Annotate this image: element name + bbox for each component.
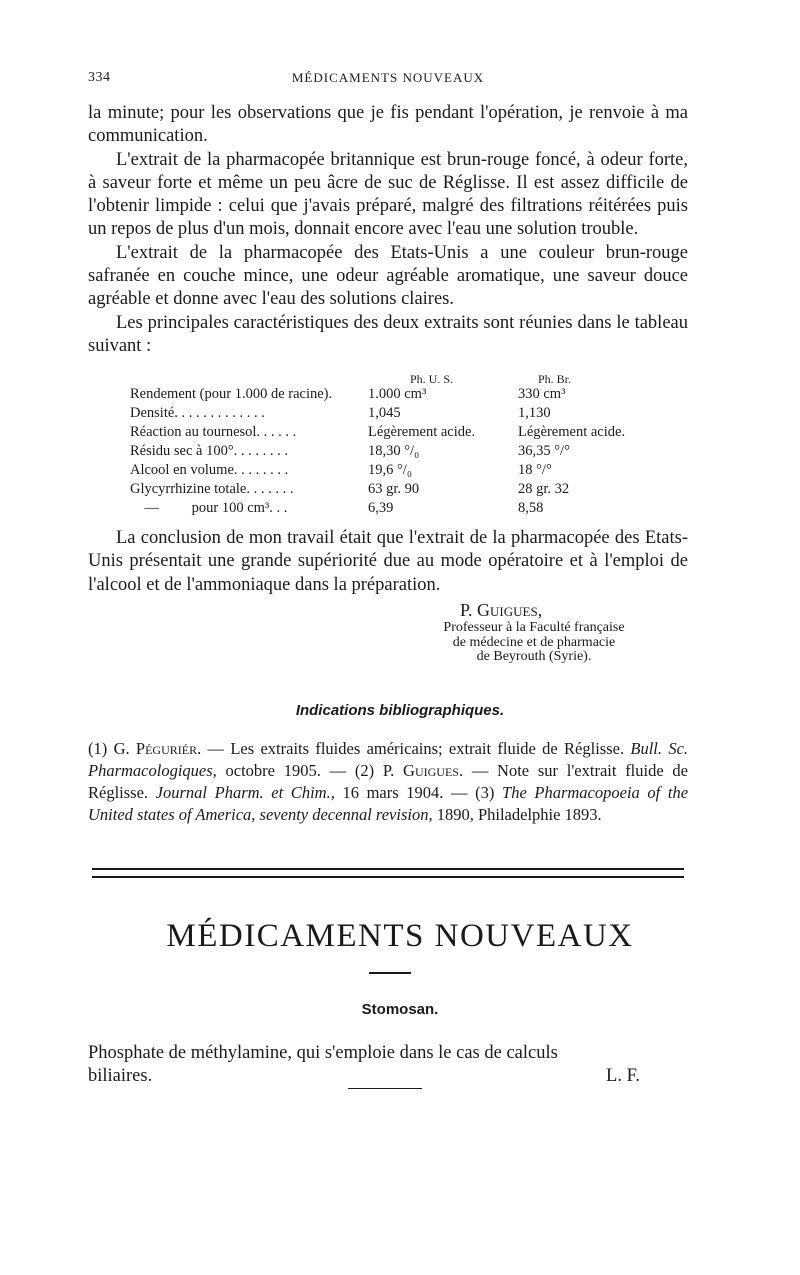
ref-journal: Bull. Sc. Pharmacologiques,: [88, 739, 689, 780]
table-row: [130, 385, 690, 404]
row-label: Réaction au tournesol. . . . . .: [130, 424, 297, 440]
cell-us: 19,6 °/₀: [368, 462, 412, 478]
comparison-table: [130, 370, 690, 518]
section-text-end: biliaires.: [88, 1066, 153, 1086]
conclusion-text: [88, 527, 688, 597]
running-title: MÉDICAMENTS NOUVEAUX: [291, 70, 485, 85]
author-name: [384, 600, 684, 621]
ref-author: Guigues.: [403, 761, 464, 780]
cell-us: 1,045: [368, 405, 401, 421]
ref-title: The Pharmacopoeia of the United states of America, seventy decennal revision,: [88, 783, 689, 824]
ref-journal: Journal Pharm. et Chim.,: [155, 783, 335, 802]
affiliation-line: de Beyrouth (Syrie).: [476, 649, 592, 664]
cell-br: 1,130: [518, 405, 551, 421]
ref-author: Péguriér.: [135, 739, 202, 758]
table-row: [130, 423, 690, 442]
ref-date: octobre 1905. —: [225, 761, 347, 780]
title-rule: [369, 972, 411, 974]
intro-text: [88, 102, 688, 358]
cell-us: 63 gr. 90: [368, 481, 420, 497]
cell-us: Légèrement acide.: [368, 424, 476, 440]
paragraph-1: la minute; pour les observations que je fis pendant l'opération, je renvoie à ma communication.: [88, 103, 688, 147]
running-head: [88, 70, 688, 90]
conclusion-paragraph: La conclusion de mon travail était que l'extrait de la pharmacopée des Etats-Unis présentait une grande supériorité due au mode opératoire et à l'emploi de l'alcool et de l'ammoniaque dans la préparation.: [88, 528, 688, 595]
section-text-line-2: [88, 1065, 688, 1088]
table-row: [130, 499, 690, 518]
paragraph-4: Les principales caractéristiques des deux extraits sont réunies dans le tableau suivant :: [88, 312, 688, 356]
cell-br: 28 gr. 32: [518, 481, 570, 497]
author-initials: L. F.: [606, 1066, 640, 1086]
affiliation-line: Professeur à la Faculté française: [443, 620, 625, 635]
table-header-row: [130, 370, 690, 385]
cell-us: 6,39: [368, 500, 394, 516]
paragraph-2: L'extrait de la pharmacopée britannique est brun-rouge foncé, à odeur forte, à saveur forte et même un peu âcre de suc de Réglisse. Il est assez difficile de l'obtenir limpide : celui que j'avais préparé, malgré des filtrations réitérées puis un repos de plus d'un mois, donnait encore avec l'eau une solution trouble.: [88, 149, 688, 240]
column-header-us: Ph. U. S.: [410, 372, 454, 386]
ref-author-initial: P.: [382, 761, 395, 780]
ref-title: — Note sur l'extrait fluide de Réglisse.: [88, 761, 688, 802]
section-title: MÉDICAMENTS NOUVEAUX: [166, 918, 634, 954]
section-text: [88, 1042, 688, 1088]
ref-number: (2): [354, 761, 375, 780]
row-label: Résidu sec à 100°. . . . . . . .: [130, 443, 289, 459]
cell-br: 8,58: [518, 500, 544, 516]
cell-br: 18 °/°: [518, 462, 552, 478]
paragraph-3: L'extrait de la pharmacopée des Etats-Unis a une couleur brun-rouge safranée en couche mince, une odeur agréable aromatique, une saveur douce agréable et donne avec l'eau des solutions claires.: [88, 242, 688, 310]
cell-us: 1.000 cm³: [368, 386, 427, 402]
table-row: [130, 461, 690, 480]
column-header-br: Ph. Br.: [538, 372, 572, 386]
cell-br: 36,35 °/°: [518, 443, 570, 459]
author-signature: [384, 600, 684, 665]
table-row: [130, 442, 690, 461]
table-row: [130, 404, 690, 423]
row-label: Densité. . . . . . . . . . . . .: [130, 405, 265, 421]
table-row: [130, 480, 690, 499]
ref-number: (1): [88, 739, 108, 758]
ref-date: 16 mars 1904. —: [342, 783, 468, 802]
row-label: Glycyrrhizine totale. . . . . . .: [130, 481, 294, 497]
cell-us: 18,30 °/₀: [368, 443, 420, 459]
affiliation-line: de médecine et de pharmacie: [452, 634, 616, 650]
author-initial: P.: [460, 600, 473, 620]
bibliography-text: [88, 738, 688, 826]
section-divider: [92, 868, 684, 878]
row-label: Alcool en volume. . . . . . . .: [130, 462, 289, 478]
cell-br: Légèrement acide.: [518, 424, 626, 440]
row-label: — pour 100 cm³. . .: [130, 500, 288, 516]
row-label: Rendement (pour 1.000 de racine).: [130, 386, 333, 402]
section-subtitle: Stomosan.: [361, 1001, 439, 1018]
cell-br: 330 cm³: [518, 386, 566, 402]
ref-date: 1890, Philadelphie 1893.: [436, 805, 602, 824]
end-rule: [348, 1088, 422, 1089]
page-number: 334: [88, 70, 111, 85]
section-text-line: Phosphate de méthylamine, qui s'emploie dans le cas de calculs: [88, 1043, 558, 1063]
ref-title: — Les extraits fluides américains; extrait fluide de Réglisse.: [207, 739, 625, 758]
ref-author-initial: G.: [113, 739, 130, 758]
ref-number: (3): [475, 783, 495, 802]
author-surname: Guigues,: [477, 600, 543, 620]
bibliography-heading: Indications bibliographiques.: [295, 702, 505, 719]
